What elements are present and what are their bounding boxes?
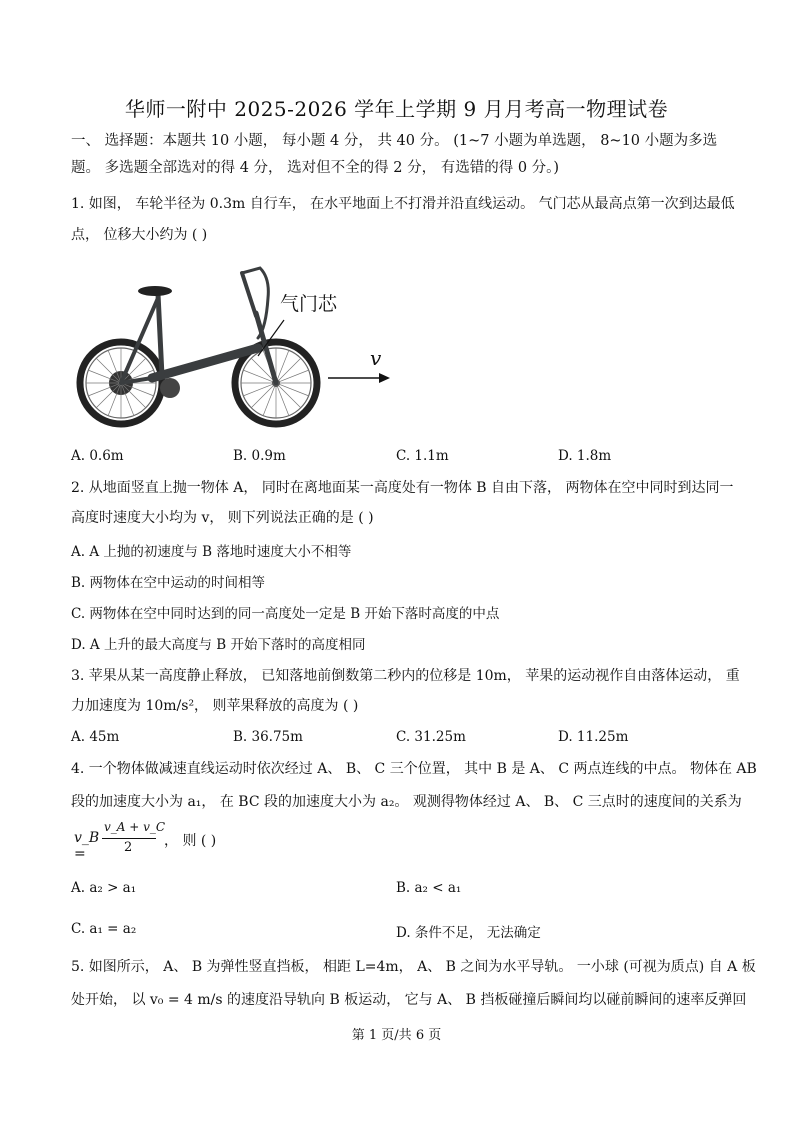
q3-stem-line1: 3. 苹果从某一高度静止释放， 已知落地前倒数第二秒内的位移是 10m， 苹果的运动视作自由落体运动， 重 bbox=[71, 668, 740, 684]
valve-core-label: 气门芯 bbox=[280, 293, 338, 315]
q4-stem-line1: 4. 一个物体做减速直线运动时依次经过 A、 B、 C 三个位置， 其中 B 是 A、 C 两点连线的中点。 物体在 AB bbox=[71, 761, 757, 777]
section-instructions-line1: 一、 选择题：本题共 10 小题， 每小题 4 分， 共 40 分。 (1~7 小题为单选题， 8~10 小题为多选 bbox=[71, 133, 718, 149]
bicycle-seat bbox=[138, 286, 172, 296]
q2-option-c[interactable]: C. 两物体在空中同时达到的同一高度处一定是 B 开始下落时高度的中点 bbox=[71, 606, 500, 622]
q2-stem-line1: 2. 从地面竖直上抛一物体 A， 同时在离地面某一高度处有一物体 B 自由下落， 两物体在空中同时到达同一 bbox=[71, 480, 734, 496]
page-number: 第 1 页/共 6 页 bbox=[351, 1028, 442, 1043]
q3-option-a[interactable]: A. 45m bbox=[71, 729, 120, 745]
q1-option-d[interactable]: D. 1.8m bbox=[558, 448, 612, 464]
q1-option-a[interactable]: A. 0.6m bbox=[71, 448, 124, 464]
q2-option-b[interactable]: B. 两物体在空中运动的时间相等 bbox=[71, 575, 266, 591]
q4-formula-fraction-bar bbox=[102, 838, 156, 839]
bicycle-crank bbox=[160, 378, 180, 398]
velocity-arrowhead bbox=[379, 373, 390, 383]
q1-stem-line1: 1. 如图， 车轮半径为 0.3m 自行车， 在水平地面上不打滑并沿直线运动。 气门芯从最高点第一次到达最低 bbox=[71, 196, 735, 212]
bicycle-frame bbox=[121, 268, 276, 383]
q4-formula-lhs: v_B = bbox=[74, 830, 100, 862]
bicycle-figure bbox=[70, 258, 400, 438]
q4-stem-line2: 段的加速度大小为 a₁， 在 BC 段的加速度大小为 a₂。 观测得物体经过 A、 B、 C 三点时的速度间的关系为 bbox=[71, 794, 742, 810]
q4-option-b[interactable]: B. a₂ < a₁ bbox=[396, 880, 462, 896]
q4-option-a[interactable]: A. a₂ > a₁ bbox=[71, 880, 137, 896]
exam-title: 华师一附中 2025-2026 学年上学期 9 月月考高一物理试卷 bbox=[124, 97, 669, 121]
q4-option-c[interactable]: C. a₁ = a₂ bbox=[71, 921, 137, 937]
section-instructions-line2: 题。 多选题全部选对的得 4 分， 选对但不全的得 2 分， 有选错的得 0 分。) bbox=[71, 160, 560, 176]
q3-stem-line2: 力加速度为 10m/s²， 则苹果释放的高度为 ( ) bbox=[71, 698, 359, 714]
q2-option-a[interactable]: A. A 上抛的初速度与 B 落地时速度大小不相等 bbox=[71, 544, 352, 560]
velocity-label: v bbox=[370, 346, 382, 370]
q4-formula-numerator: v_A + v_C bbox=[104, 820, 166, 834]
q3-option-c[interactable]: C. 31.25m bbox=[396, 729, 466, 745]
q2-stem-line2: 高度时速度大小均为 v， 则下列说法正确的是 ( ) bbox=[71, 510, 374, 526]
q4-option-d[interactable]: D. 条件不足， 无法确定 bbox=[396, 925, 541, 941]
q4-formula-rest: ， 则 ( ) bbox=[164, 833, 217, 849]
q1-stem-line2: 点， 位移大小约为 ( ) bbox=[71, 227, 208, 243]
q3-option-b[interactable]: B. 36.75m bbox=[233, 729, 303, 745]
q1-option-b[interactable]: B. 0.9m bbox=[233, 448, 286, 464]
q3-option-d[interactable]: D. 11.25m bbox=[558, 729, 629, 745]
q5-stem-line2: 处开始， 以 v₀ = 4 m/s 的速度沿导轨向 B 板运动， 它与 A、 B 挡板碰撞后瞬间均以碰前瞬间的速率反弹回 bbox=[71, 992, 747, 1008]
q4-formula-denominator: 2 bbox=[124, 840, 133, 855]
q5-stem-line1: 5. 如图所示， A、 B 为弹性竖直挡板， 相距 L=4m， A、 B 之间为水平导轨。 一小球 (可视为质点) 自 A 板 bbox=[71, 959, 756, 975]
q1-option-c[interactable]: C. 1.1m bbox=[396, 448, 449, 464]
q2-option-d[interactable]: D. A 上升的最大高度与 B 开始下落时的高度相同 bbox=[71, 637, 366, 653]
